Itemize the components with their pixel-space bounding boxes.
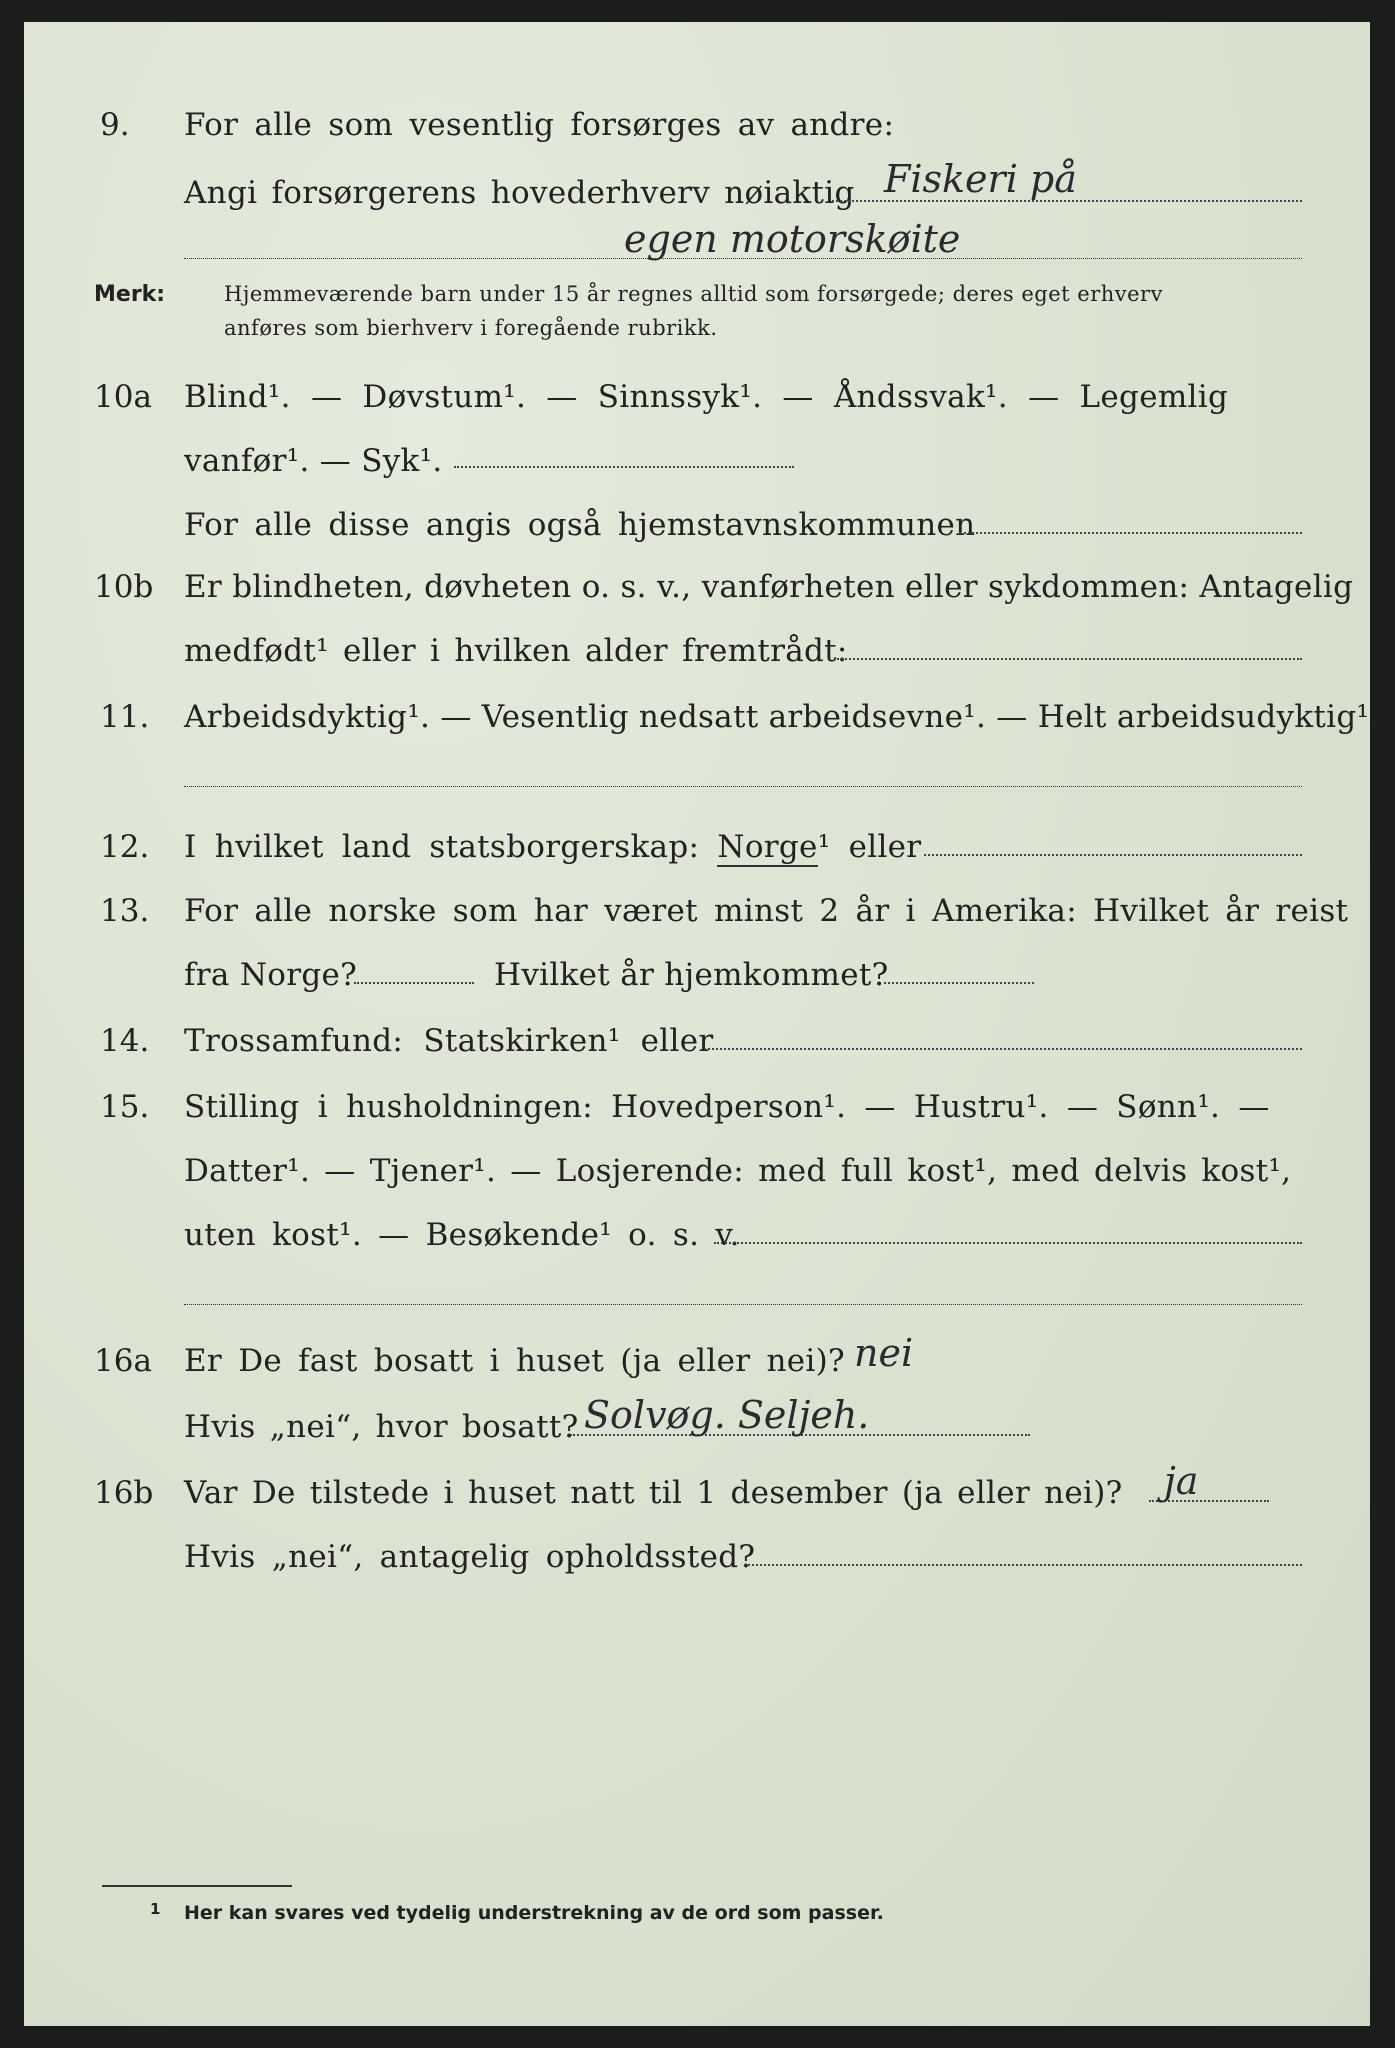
q13-hjemkommet-answer-line: [884, 982, 1034, 984]
footnote-text: Her kan svares ved tydelig understrekning av de ord som passer.: [184, 1902, 884, 1924]
q13-line1: For alle norske som har været minst 2 år i Amerika: Hvilket år reist: [184, 893, 1349, 929]
q15-line2: Datter¹. — Tjener¹. — Losjerende: med full kost¹, med delvis kost¹,: [184, 1153, 1292, 1189]
q12-number: 12.: [100, 829, 150, 865]
q12-norge-underlined: Norge: [717, 829, 818, 865]
q16a-line1: Er De fast bosatt i huset (ja eller nei)?: [184, 1343, 845, 1379]
merk-label: Merk:: [94, 282, 166, 307]
q10b-line2: medfødt¹ eller i hvilken alder fremtrådt:: [184, 633, 848, 669]
q16a-line2: Hvis „nei“, hvor bosatt?: [184, 1409, 579, 1445]
q16b-handwritten-answer1: ja: [1164, 1459, 1199, 1503]
q14-answer-line: [704, 1048, 1302, 1050]
q14-number: 14.: [100, 1023, 150, 1059]
q12-prefix: I hvilket land statsborgerskap:: [184, 829, 700, 865]
q10a-line2: vanfør¹. — Syk¹.: [184, 443, 443, 479]
q9-line2: Angi forsørgerens hovederhverv nøiaktig: [184, 175, 855, 211]
q16a-handwritten-answer1: nei: [854, 1331, 914, 1375]
q11-answer-line: [184, 786, 1302, 787]
q13-line2b: Hvilket år hjemkommet?: [494, 957, 889, 993]
q10a-number: 10a: [94, 379, 152, 415]
q15-answer-line: [714, 1242, 1302, 1244]
q9-number: 9.: [100, 107, 130, 143]
q14-suffix: ¹ eller: [607, 1023, 714, 1059]
q9-line1: For alle som vesentlig forsørges av andre:: [184, 107, 895, 143]
q9-handwritten-answer1: Fiskeri på: [884, 157, 1077, 201]
q16b-number: 16b: [94, 1475, 154, 1511]
q9-handwritten-answer2: egen motorskøite: [624, 217, 961, 261]
q10b-number: 10b: [94, 569, 154, 605]
q10a-syk-answer-line: [454, 466, 794, 468]
q10b-line1: Er blindheten, døvheten o. s. v., vanførheten eller sykdommen: Antagelig: [184, 569, 1354, 605]
q11-line1: Arbeidsdyktig¹. — Vesentlig nedsatt arbeidsevne¹. — Helt arbeidsudyktig¹.: [184, 699, 1380, 735]
q14-statskirken: Statskirken: [423, 1023, 608, 1059]
q15-answer-line2: [184, 1304, 1302, 1305]
q12-suffix: ¹ eller: [817, 829, 922, 865]
q11-number: 11.: [100, 699, 150, 735]
q16b-line2: Hvis „nei“, antagelig opholdssted?: [184, 1539, 756, 1575]
q16b-line1: Var De tilstede i huset natt til 1 desember (ja eller nei)?: [184, 1475, 1123, 1511]
q10a-line3: For alle disse angis også hjemstavnskommunen: [184, 507, 976, 543]
footnote-rule: [102, 1885, 292, 1887]
q16b-answer-line2: [744, 1564, 1302, 1566]
footnote-mark: 1: [150, 1900, 161, 1918]
q16a-handwritten-answer2: Solvøg. Seljeh.: [584, 1393, 870, 1437]
q15-number: 15.: [100, 1089, 150, 1125]
q10a-line1: Blind¹. — Døvstum¹. — Sinnssyk¹. — Åndssvak¹. — Legemlig: [184, 379, 1229, 415]
q16a-number: 16a: [94, 1343, 152, 1379]
q10b-answer-line: [834, 658, 1302, 660]
q12-line: [184, 829, 922, 865]
q13-reist-answer-line: [354, 982, 474, 984]
q13-line2a: fra Norge?: [184, 957, 358, 993]
q15-line1: Stilling i husholdningen: Hovedperson¹. — Hustru¹. — Sønn¹. —: [184, 1089, 1270, 1125]
q14-line: [184, 1023, 714, 1059]
merk-line1: Hjemmeværende barn under 15 år regnes alltid som forsørgede; deres eget erhverv: [224, 282, 1163, 306]
q13-number: 13.: [100, 893, 150, 929]
q12-answer-line: [924, 854, 1302, 856]
q10a-hjemstavn-answer-line: [959, 532, 1302, 534]
q14-prefix: Trossamfund:: [184, 1023, 404, 1059]
census-form-page: [24, 22, 1380, 2026]
merk-line2: anføres som bierhverv i foregående rubrikk.: [224, 316, 718, 340]
q15-line3: uten kost¹. — Besøkende¹ o. s. v.: [184, 1217, 740, 1253]
